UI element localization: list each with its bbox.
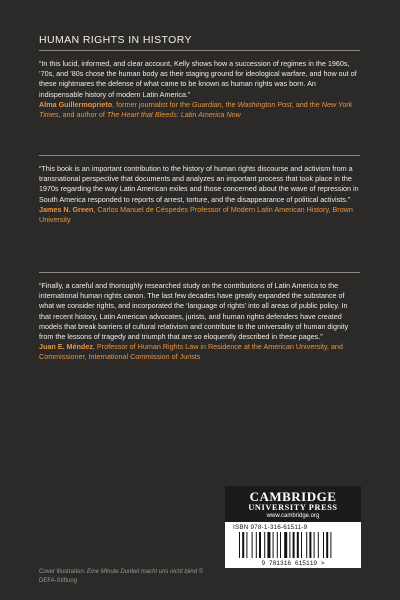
barcode-bar	[301, 532, 302, 558]
blurb-2-affiliation: , Carlos Manuel de Céspedes Professor of Modern Latin American History, Brown University	[39, 204, 353, 225]
barcode-bar	[289, 532, 290, 558]
isbn: ISBN 978-1-316-61511-9	[233, 524, 308, 531]
blurb-1-book-title: The Heart that Bleeds: Latin America Now	[106, 110, 241, 120]
blurb-2-author: James N. Green	[39, 204, 94, 214]
blurb-3-affiliation: , Professor of Human Rights Law in Residence at the American University, and Commissioner, International Commission of Jurists	[39, 342, 343, 362]
blurb-1	[39, 59, 360, 120]
blurb-2-quote: “This book is an important contribution to the history of human rights discourse and activism from a transnational perspective that documents and analyzes an important process that took place in the 1970s regarding the way Latin American exiles and those concerned about the wave of repression in South America responded to reports of arrest, torture, and the disappearance of political activists.”	[39, 164, 359, 204]
blurb-2	[39, 164, 360, 225]
blurb-1-publication: Washington Post	[237, 99, 292, 109]
credit-owner: © DEFA-Stiftung	[39, 569, 204, 584]
blurb-1-affiliation-part: , and the	[291, 99, 322, 109]
barcode-bar	[318, 532, 319, 558]
cover-illustration-credit	[39, 568, 219, 586]
blurb-1-affiliation-part: , former journalist for the	[112, 99, 192, 109]
barcode-bar	[330, 532, 331, 558]
barcode-bar	[297, 532, 299, 558]
publisher-name-line1: CAMBRIDGE	[249, 489, 337, 504]
barcode-bar	[256, 532, 257, 558]
series-title: HUMAN RIGHTS IN HISTORY	[39, 34, 192, 46]
barcode-bar	[280, 532, 281, 558]
divider	[39, 155, 360, 156]
barcode-bar	[323, 532, 324, 558]
barcode-bar	[267, 532, 270, 558]
barcode-bar	[242, 532, 244, 558]
blurb-1-publication: Guardian	[192, 99, 222, 109]
blurb-3-attribution	[39, 342, 360, 362]
barcode-bar	[326, 532, 328, 558]
barcode-digits: 9 781316 615119 >	[261, 560, 325, 566]
divider	[39, 272, 360, 273]
barcode-bar	[284, 532, 287, 558]
blurb-3-quote: “Finally, a careful and thoroughly researched study on the contributions of Latin America to the international human rights canon. The last few decades have greatly expanded the substance of what we consider rights, and incorporated the ‘language of rights’ into all areas of public policy. In that recent history, Latin American advocates, jurists, and human rights defenders have created models that break barriers of cultural relativism and contribute to the universality of human dignity from the lessons of tragedy and triumph that are so eloquently described in these pages.”	[39, 281, 349, 342]
publisher-logo	[225, 486, 361, 522]
barcode-bar	[252, 532, 253, 558]
barcode-bar	[264, 532, 265, 558]
barcode-bar	[306, 532, 307, 558]
publisher-barcode-box	[225, 486, 361, 568]
divider	[39, 50, 360, 51]
barcode-bar	[259, 532, 261, 558]
blurb-1-publication: New York Times	[39, 99, 353, 120]
barcode-bar	[277, 532, 278, 558]
barcode-bar	[239, 532, 240, 558]
barcode-bar	[293, 532, 295, 558]
blurb-1-author: Alma Guillermoprieto	[39, 99, 113, 109]
blurb-1-attribution	[39, 100, 360, 120]
blurb-2-attribution	[39, 205, 360, 225]
publisher-name-line2: UNIVERSITY PRESS	[248, 503, 338, 512]
barcode-bar	[246, 532, 247, 558]
barcode-bar	[273, 532, 274, 558]
blurb-3	[39, 281, 360, 363]
barcode-bar	[314, 532, 315, 558]
publisher-url: www.cambridge.org	[266, 513, 320, 519]
blurb-3-author: Juan E. Méndez	[39, 342, 93, 352]
credit-title: Eine Minute Dunkel macht uns nicht blind	[87, 569, 198, 575]
barcode	[235, 532, 351, 566]
blurb-1-quote: “In this lucid, informed, and clear account, Kelly shows how a succession of regimes in the 1960s, ’70s, and ’80s chose the human body as their staging ground for ideological warfare, and how out of these nightmares the defense of what came to be known as human rights was born. An indispensable history of modern Latin America.”	[39, 59, 357, 99]
blurb-1-affiliation-part: , and author of	[58, 110, 107, 120]
credit-label: Cover illustration:	[39, 569, 88, 575]
blurb-1-affiliation-part: , the	[221, 99, 238, 109]
barcode-bar	[309, 532, 311, 558]
